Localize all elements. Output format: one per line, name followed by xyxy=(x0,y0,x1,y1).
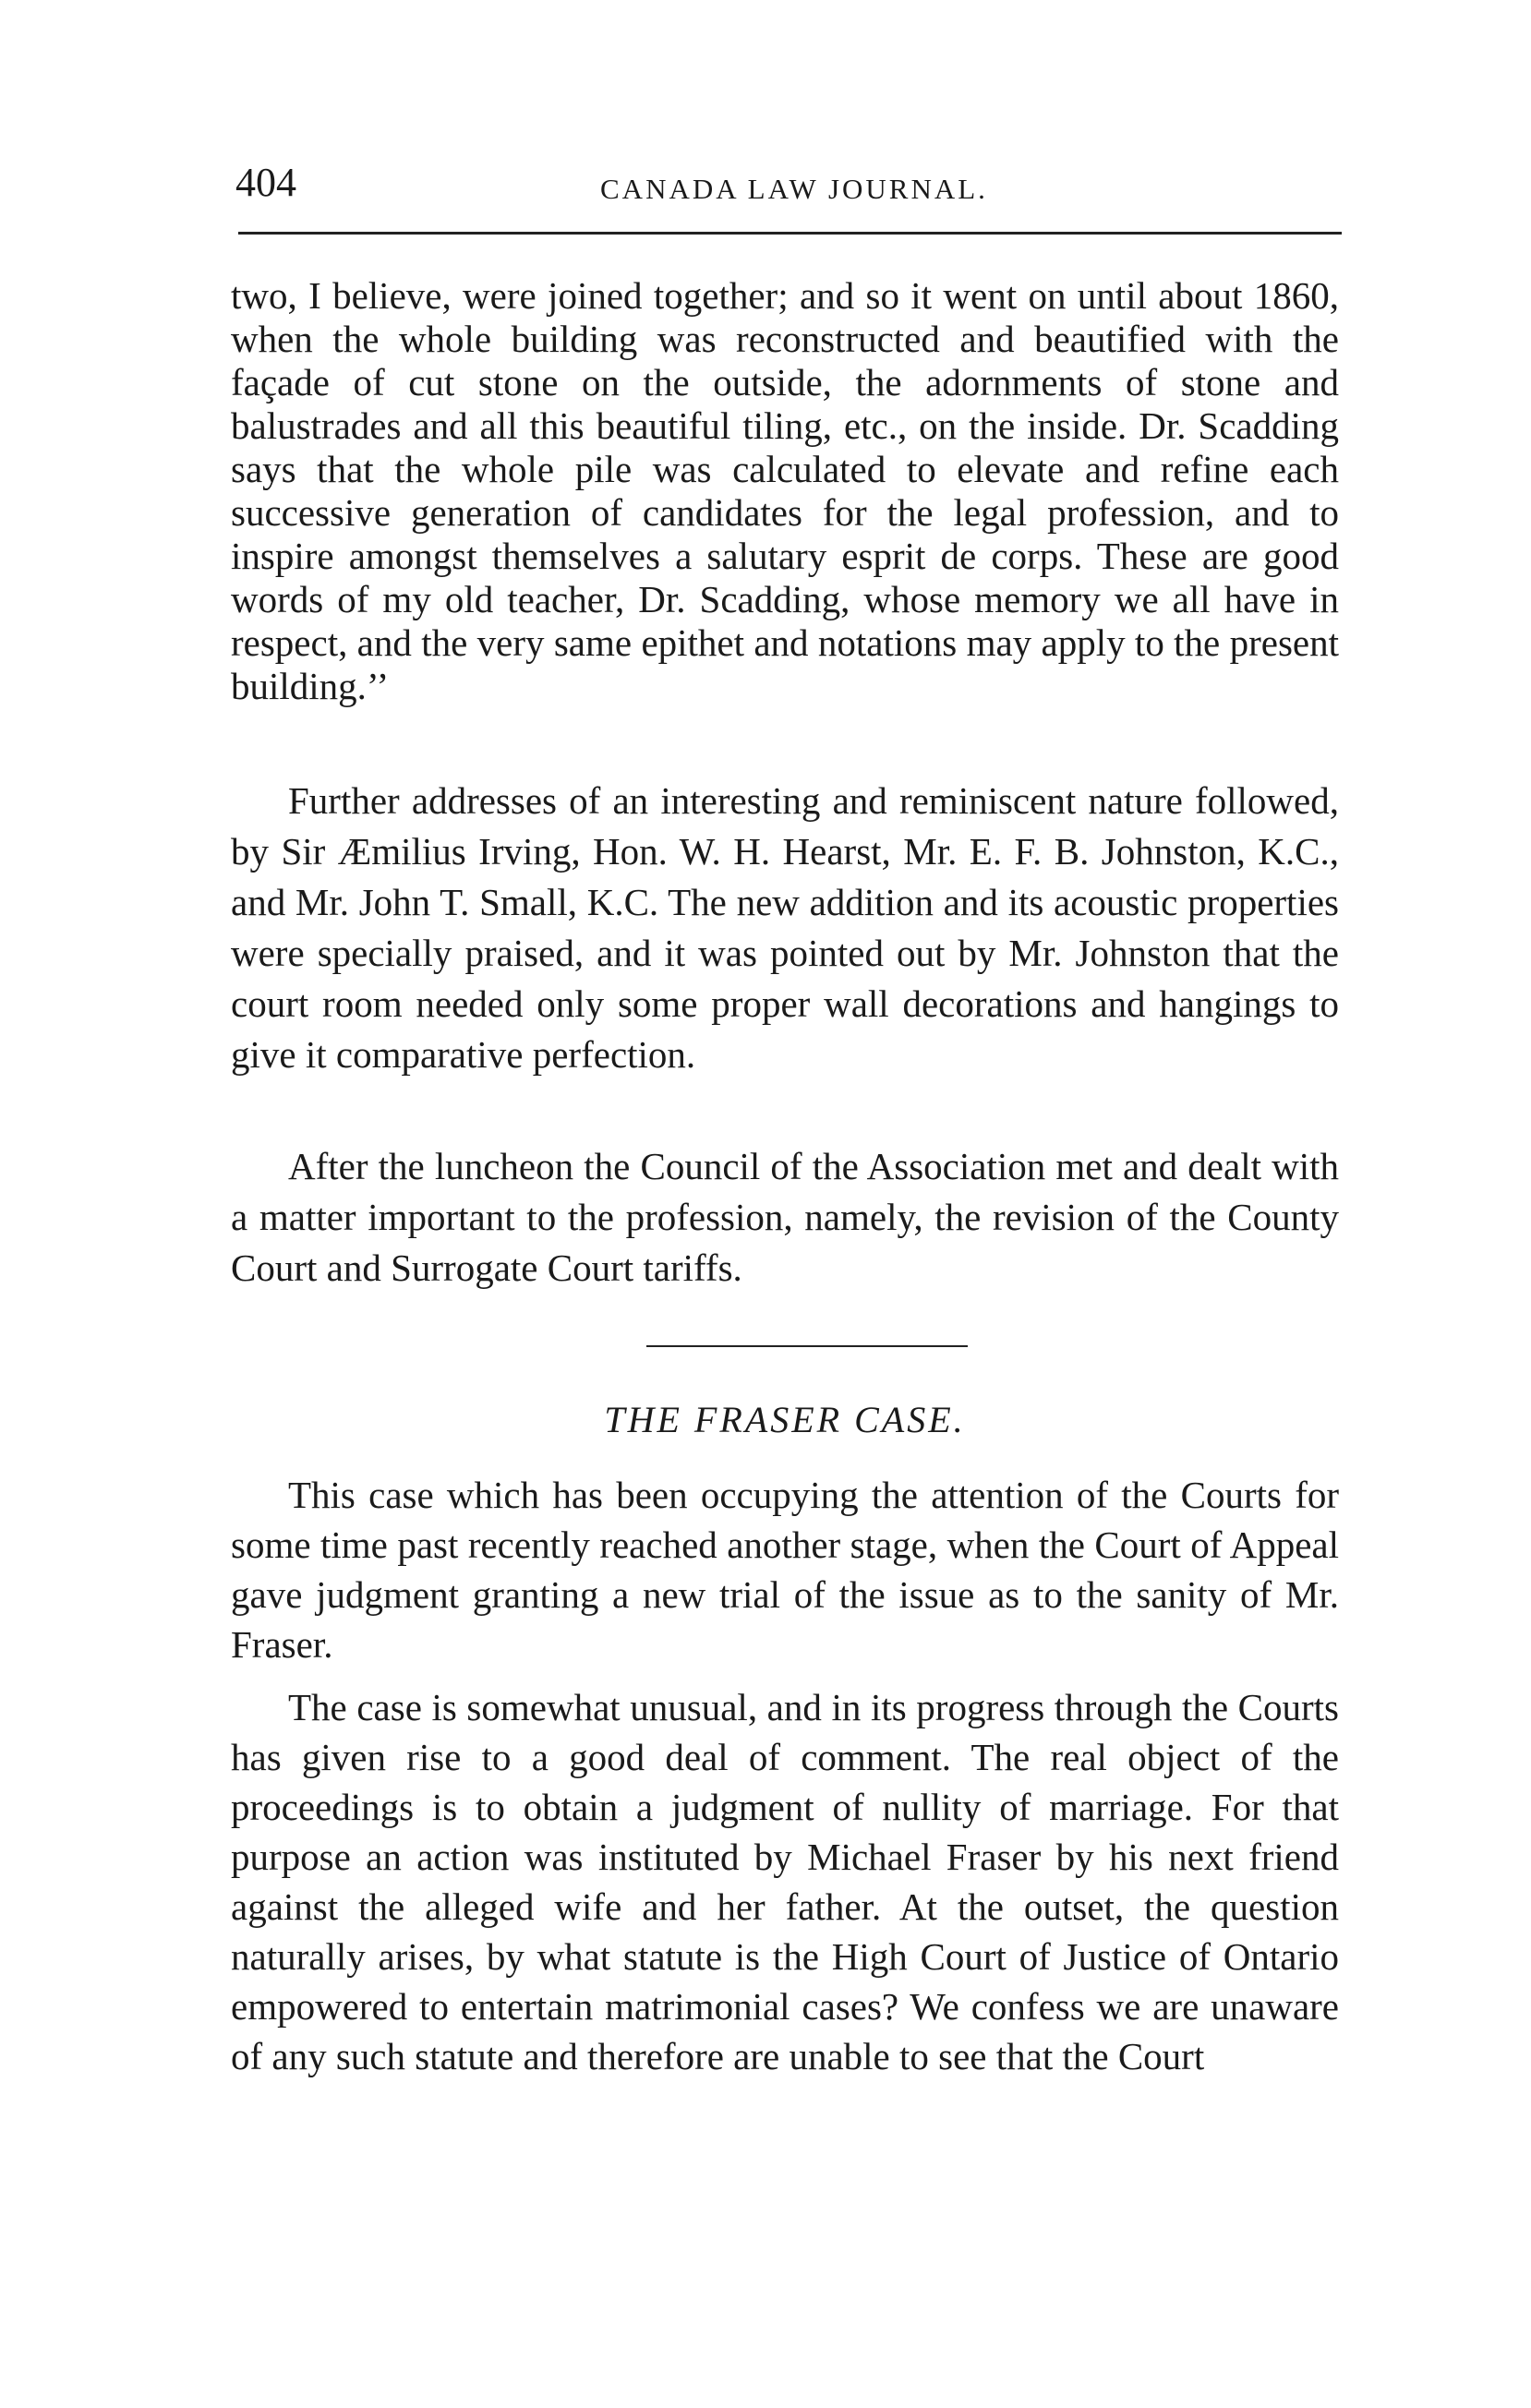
section-paragraph: This case which has been occupying the attention of the Courts for some time past recently reached another stage, when the Court of Appeal gave judgment granting a new trial of the issue as to the sanity of Mr. Fraser. xyxy=(231,1474,1339,1666)
section-title: THE FRASER CASE. xyxy=(604,1399,966,1440)
paragraph-block xyxy=(231,1141,1339,1294)
page-number: 404 xyxy=(235,160,296,205)
running-header xyxy=(235,155,1344,211)
header-rule xyxy=(238,232,1342,235)
continued-paragraph: two, I believe, were joined together; and so it went on until about 1860, when the whole building was reconstructed and beautified with the façade of cut stone on the outside, the adornments of stone and balustrades and all this beautiful tiling, etc., on the inside. Dr. Scadding says that the whole pile was calculated to elevate and refine each successive generation of candidates for the legal profession, and to inspire amongst themselves a salutary esprit de corps. These are good words of my old teacher, Dr. Scadding, whose memory we all have in respect, and the very same epithet and notations may apply to the present building.’’ xyxy=(231,274,1339,707)
continued-paragraph-block xyxy=(231,274,1339,708)
section-paragraph-block xyxy=(231,1470,1339,1669)
paragraph-block xyxy=(231,776,1339,1080)
journal-title: CANADA LAW JOURNAL. xyxy=(600,173,988,205)
paragraph: After the luncheon the Council of the Association met and dealt with a matter important to the profession, namely, the revision of the County Court and Surrogate Court tariffs. xyxy=(231,1145,1339,1289)
paragraph: Further addresses of an interesting and reminiscent nature followed, by Sir Æmilius Irving, Hon. W. H. Hearst, Mr. E. F. B. Johnston, K.C., and Mr. John T. Small, K.C. The new addition and its acoustic properties were specially praised, and it was pointed out by Mr. Johnston that the court room needed only some proper wall decorations and hangings to give it comparative perfection. xyxy=(231,779,1339,1076)
section-paragraph-block xyxy=(231,1682,1339,2081)
section-paragraph: The case is somewhat unusual, and in its progress through the Courts has given rise to a good deal of comment. The real object of the proceedings is to obtain a judgment of nullity of marriage. For that purpose an action was instituted by Michael Fraser by his next friend against the alleged wife and her father. At the outset, the question naturally arises, by what statute is the High Court of Justice of Ontario empowered to entertain matrimonial cases? We confess we are unaware of any such statute and therefore are unable to see that the Court xyxy=(231,1686,1339,2077)
section-divider xyxy=(646,1345,968,1347)
